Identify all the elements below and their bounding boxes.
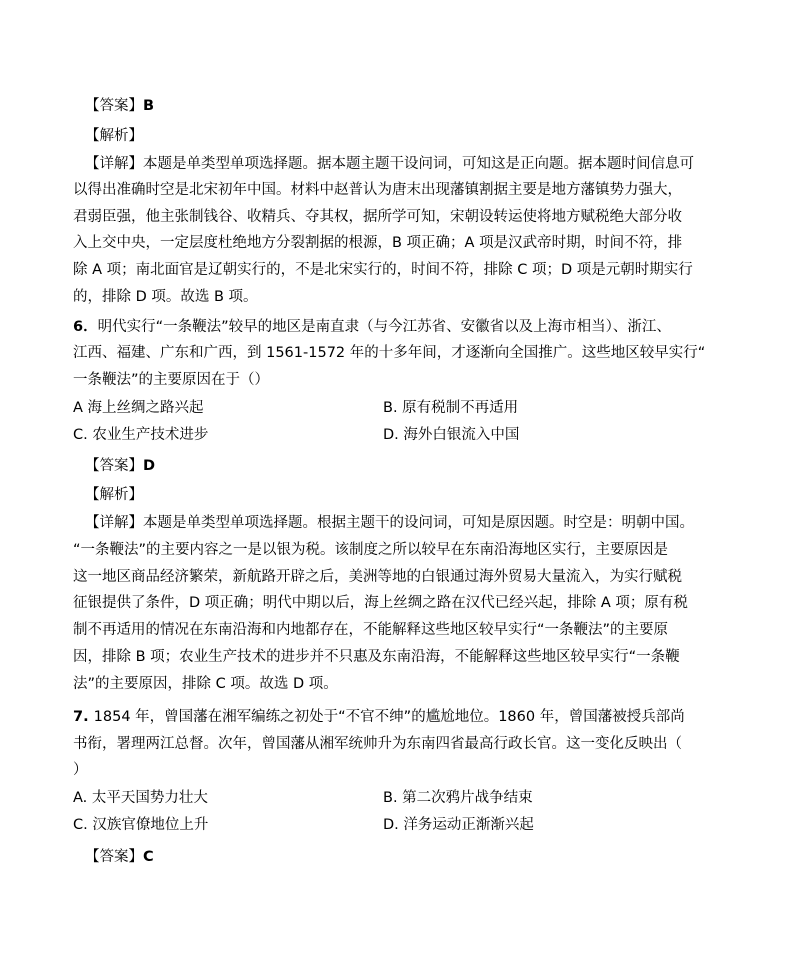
question-number: 6． bbox=[73, 319, 98, 335]
q7-option-a: A. 太平天国势力壮大 bbox=[73, 790, 208, 806]
answer-value: B bbox=[143, 98, 155, 114]
q5-detail-line-5: 除 A 项；南北面官是辽朝实行的，不是北宋实行的，时间不符，排除 C 项；D 项是元朝时期实行 bbox=[73, 262, 693, 278]
q7-stem-line-3: ） bbox=[73, 762, 88, 778]
q5-answer bbox=[85, 96, 154, 116]
q7-stem-line-1: 7. 1854 年，曾国藩在湘军编练之初处于“不官不绅”的尴尬地位。1860 年，曾国藩被授兵部尚 bbox=[73, 709, 685, 725]
q6-detail-line-1: 【详解】本题是单类型单项选择题。根据主题干的设问词，可知是原因题。时空是：明朝中国。 bbox=[85, 515, 694, 531]
q5-detail-line-4: 入上交中央，一定层度杜绝地方分裂割据的根源，B 项正确；A 项是汉武帝时期，时间不符，排 bbox=[73, 235, 683, 251]
q7-answer bbox=[85, 847, 154, 867]
q6-option-d: D. 海外白银流入中国 bbox=[383, 427, 520, 443]
q6-detail-line-2: “一条鞭法”的主要内容之一是以银为税。该制度之所以较早在东南沿海地区实行，主要原因是 bbox=[73, 542, 669, 558]
answer-label: 【答案】 bbox=[85, 849, 143, 865]
q6-analysis-label: 【解析】 bbox=[85, 487, 143, 503]
q6-detail-line-3: 这一地区商品经济繁荣，新航路开辟之后，美洲等地的白银通过海外贸易大量流入，为实行赋税 bbox=[73, 569, 682, 585]
question-number: 7. bbox=[73, 709, 94, 725]
q7-option-c: C. 汉族官僚地位上升 bbox=[73, 817, 209, 833]
q7-option-d: D. 洋务运动正渐渐兴起 bbox=[383, 817, 534, 833]
q5-detail-line-2: 以得出准确时空是北宋初年中国。材料中赵普认为唐末出现藩镇割据主要是地方藩镇势力强大， bbox=[73, 182, 682, 198]
q6-detail-line-6: 因，排除 B 项；农业生产技术的进步并不只惠及东南沿海，不能解释这些地区较早实行“一条鞭 bbox=[73, 649, 680, 665]
q6-stem-line-2: 江西、福建、广东和广西，到 1561-1572 年的十多年间，才逐渐向全国推广。这些地区较早实行“ bbox=[73, 345, 706, 361]
answer-value: C bbox=[143, 849, 154, 865]
q6-stem-line-1: 6．明代实行“一条鞭法”较早的地区是南直隶（与今江苏省、安徽省以及上海市相当）、浙江、 bbox=[73, 319, 671, 335]
answer-label: 【答案】 bbox=[85, 458, 143, 474]
q5-detail-line-6: 的，排除 D 项。故选 B 项。 bbox=[73, 289, 258, 305]
q7-option-b: B. 第二次鸦片战争结束 bbox=[383, 790, 533, 806]
q5-detail-line-3: 君弱臣强，他主张制钱谷、收精兵、夺其权，据所学可知，宋朝设转运使将地方赋税绝大部分收 bbox=[73, 209, 682, 225]
detail-label: 【详解】 bbox=[85, 515, 143, 531]
q5-analysis-label: 【解析】 bbox=[85, 128, 143, 144]
q6-detail-line-5: 制不再适用的情况在东南沿海和内地都存在，不能解释这些地区较早实行“一条鞭法”的主要原 bbox=[73, 622, 669, 638]
q7-stem-line-2: 书衔，署理两江总督。次年，曾国藩从湘军统帅升为东南四省最高行政长官。这一变化反映出（ bbox=[73, 736, 682, 752]
q6-answer bbox=[85, 456, 155, 476]
q6-option-b: B. 原有税制不再适用 bbox=[383, 400, 519, 416]
q6-detail-line-4: 征银提供了条件，D 项正确；明代中期以后，海上丝绸之路在汉代已经兴起，排除 A 项；原有税 bbox=[73, 595, 688, 611]
detail-label: 【详解】 bbox=[85, 156, 143, 172]
answer-value: D bbox=[143, 458, 156, 474]
q6-detail-line-7: 法”的主要原因，排除 C 项。故选 D 项。 bbox=[73, 676, 338, 692]
q6-stem-line-3: 一条鞭法”的主要原因在于（） bbox=[73, 372, 270, 388]
q6-option-a: A 海上丝绸之路兴起 bbox=[73, 400, 204, 416]
answer-label: 【答案】 bbox=[85, 98, 143, 114]
q6-option-c: C. 农业生产技术进步 bbox=[73, 427, 209, 443]
q5-detail-line-1: 【详解】本题是单类型单项选择题。据本题主题干设问词，可知这是正向题。据本题时间信息可 bbox=[85, 156, 694, 172]
